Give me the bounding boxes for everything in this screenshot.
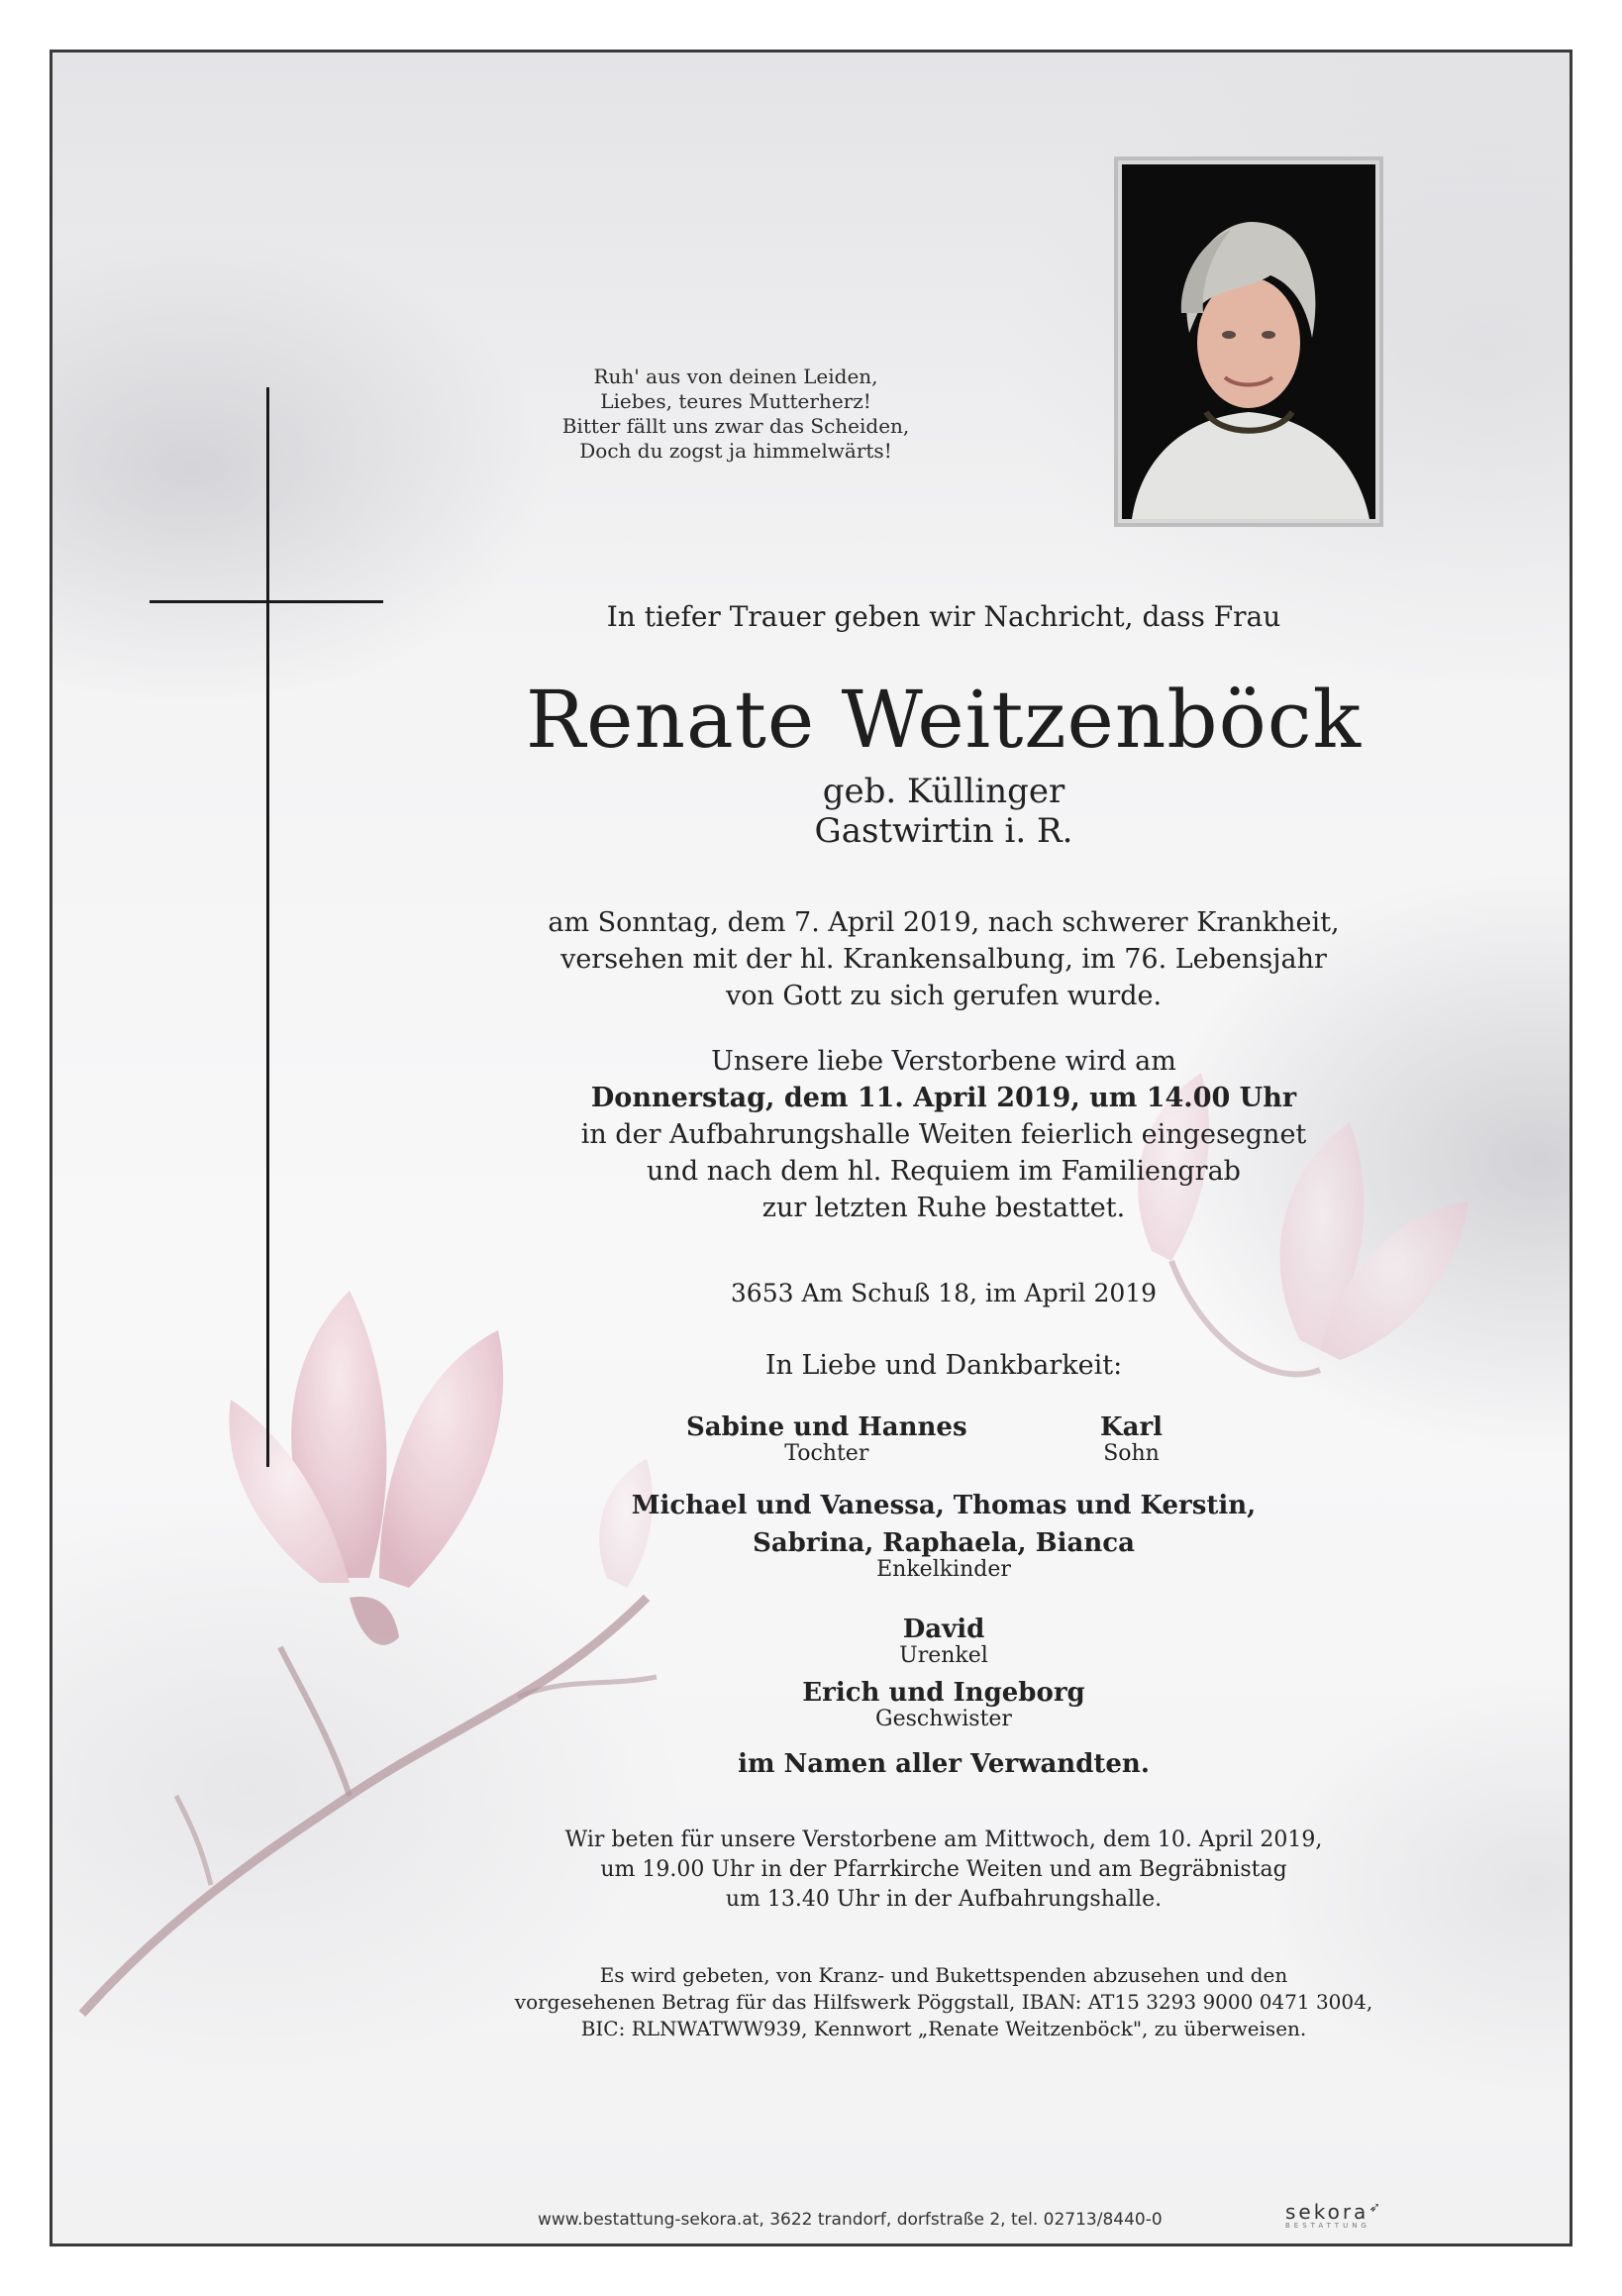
donation-line: Es wird gebeten, von Kranz- und Bukettspenden abzusehen und den bbox=[599, 1963, 1288, 1987]
funeral-line: in der Aufbahrungshalle Weiten feierlich eingesegnet bbox=[580, 1119, 1307, 1150]
funeral-notice bbox=[429, 1043, 1459, 1226]
death-notice bbox=[429, 904, 1459, 1014]
poem-line: Liebes, teures Mutterherz! bbox=[600, 389, 871, 413]
deceased-name: Renate Weitzenböck bbox=[525, 674, 1363, 766]
occupation: Gastwirtin i. R. bbox=[814, 811, 1073, 851]
mourner-great-grandchild bbox=[429, 1615, 1459, 1668]
son-name: Karl bbox=[1100, 1412, 1164, 1442]
siblings-role: Geschwister bbox=[875, 1707, 1012, 1731]
prayer-line: um 19.00 Uhr in der Pfarrkirche Weiten und am Begräbnistag bbox=[600, 1857, 1287, 1882]
poem-line: Ruh' aus von deinen Leiden, bbox=[593, 365, 878, 388]
prayer-line: Wir beten für unsere Verstorbene am Mittwoch, dem 10. April 2019, bbox=[564, 1827, 1323, 1852]
sekora-logo bbox=[1285, 2200, 1383, 2230]
cross-vertical bbox=[266, 387, 269, 1467]
logo-name: sekora bbox=[1285, 2200, 1369, 2224]
portrait-photo bbox=[1114, 157, 1383, 527]
poem-line: Bitter fällt uns zwar das Scheiden, bbox=[561, 414, 910, 438]
great-grandchild-role: Urenkel bbox=[899, 1643, 988, 1668]
closing-line: im Namen aller Verwandten. bbox=[738, 1749, 1150, 1779]
prayer-line: um 13.40 Uhr in der Aufbahrungshalle. bbox=[725, 1887, 1163, 1912]
daughter-role: Tochter bbox=[784, 1441, 869, 1466]
thanks-heading: In Liebe und Dankbarkeit: bbox=[764, 1350, 1123, 1381]
funeral-line: und nach dem hl. Requiem im Familiengrab bbox=[647, 1156, 1241, 1187]
grandchildren-line: Sabrina, Raphaela, Bianca bbox=[753, 1528, 1135, 1558]
siblings-names: Erich und Ingeborg bbox=[802, 1678, 1085, 1708]
donation-note bbox=[429, 1962, 1459, 2042]
bird-icon: ➶ bbox=[1369, 2200, 1384, 2216]
daughter-names: Sabine und Hannes bbox=[686, 1412, 967, 1442]
birth-name: geb. Küllinger bbox=[822, 772, 1065, 811]
grandchildren-role: Enkelkinder bbox=[876, 1557, 1011, 1582]
poem bbox=[518, 365, 954, 464]
mourner-son bbox=[1100, 1412, 1163, 1466]
intro-text: In tiefer Trauer geben wir Nachricht, dass Frau bbox=[606, 600, 1281, 633]
great-grandchild-name: David bbox=[902, 1615, 985, 1644]
obituary-card bbox=[50, 50, 1572, 2246]
footer-contact: www.bestattung-sekora.at, 3622 trandorf, dorfstraße 2, tel. 02713/8440-0 bbox=[538, 2210, 1163, 2230]
portrait-image bbox=[1122, 164, 1375, 519]
funeral-line: Unsere liebe Verstorbene wird am bbox=[711, 1046, 1176, 1077]
funeral-date: Donnerstag, dem 11. April 2019, um 14.00 Uhr bbox=[590, 1083, 1297, 1113]
mourner-daughter bbox=[686, 1412, 967, 1466]
death-notice-line: von Gott zu sich gerufen wurde. bbox=[725, 981, 1163, 1011]
poem-line: Doch du zogst ja himmelwärts! bbox=[579, 439, 892, 463]
donation-line: BIC: RLNWATWW939, Kennwort „Renate Weitzenböck", zu überweisen. bbox=[580, 2017, 1307, 2040]
mourner-siblings bbox=[429, 1678, 1459, 1731]
death-notice-line: am Sonntag, dem 7. April 2019, nach schwerer Krankheit, bbox=[548, 907, 1340, 938]
death-notice-line: versehen mit der hl. Krankensalbung, im 76. Lebensjahr bbox=[560, 944, 1327, 975]
cross-horizontal bbox=[150, 600, 383, 603]
son-role: Sohn bbox=[1103, 1441, 1160, 1466]
funeral-line: zur letzten Ruhe bestattet. bbox=[761, 1193, 1126, 1223]
donation-line: vorgesehenen Betrag für das Hilfswerk Pöggstall, IBAN: AT15 3293 9000 0471 3004, bbox=[514, 1990, 1373, 2014]
prayer-note bbox=[429, 1826, 1459, 1915]
place-date: 3653 Am Schuß 18, im April 2019 bbox=[730, 1279, 1158, 1307]
grandchildren-line: Michael und Vanessa, Thomas und Kerstin, bbox=[631, 1491, 1257, 1520]
mourner-grandchildren bbox=[429, 1491, 1459, 1582]
logo-subtitle: BESTATTUNG bbox=[1285, 2222, 1370, 2230]
